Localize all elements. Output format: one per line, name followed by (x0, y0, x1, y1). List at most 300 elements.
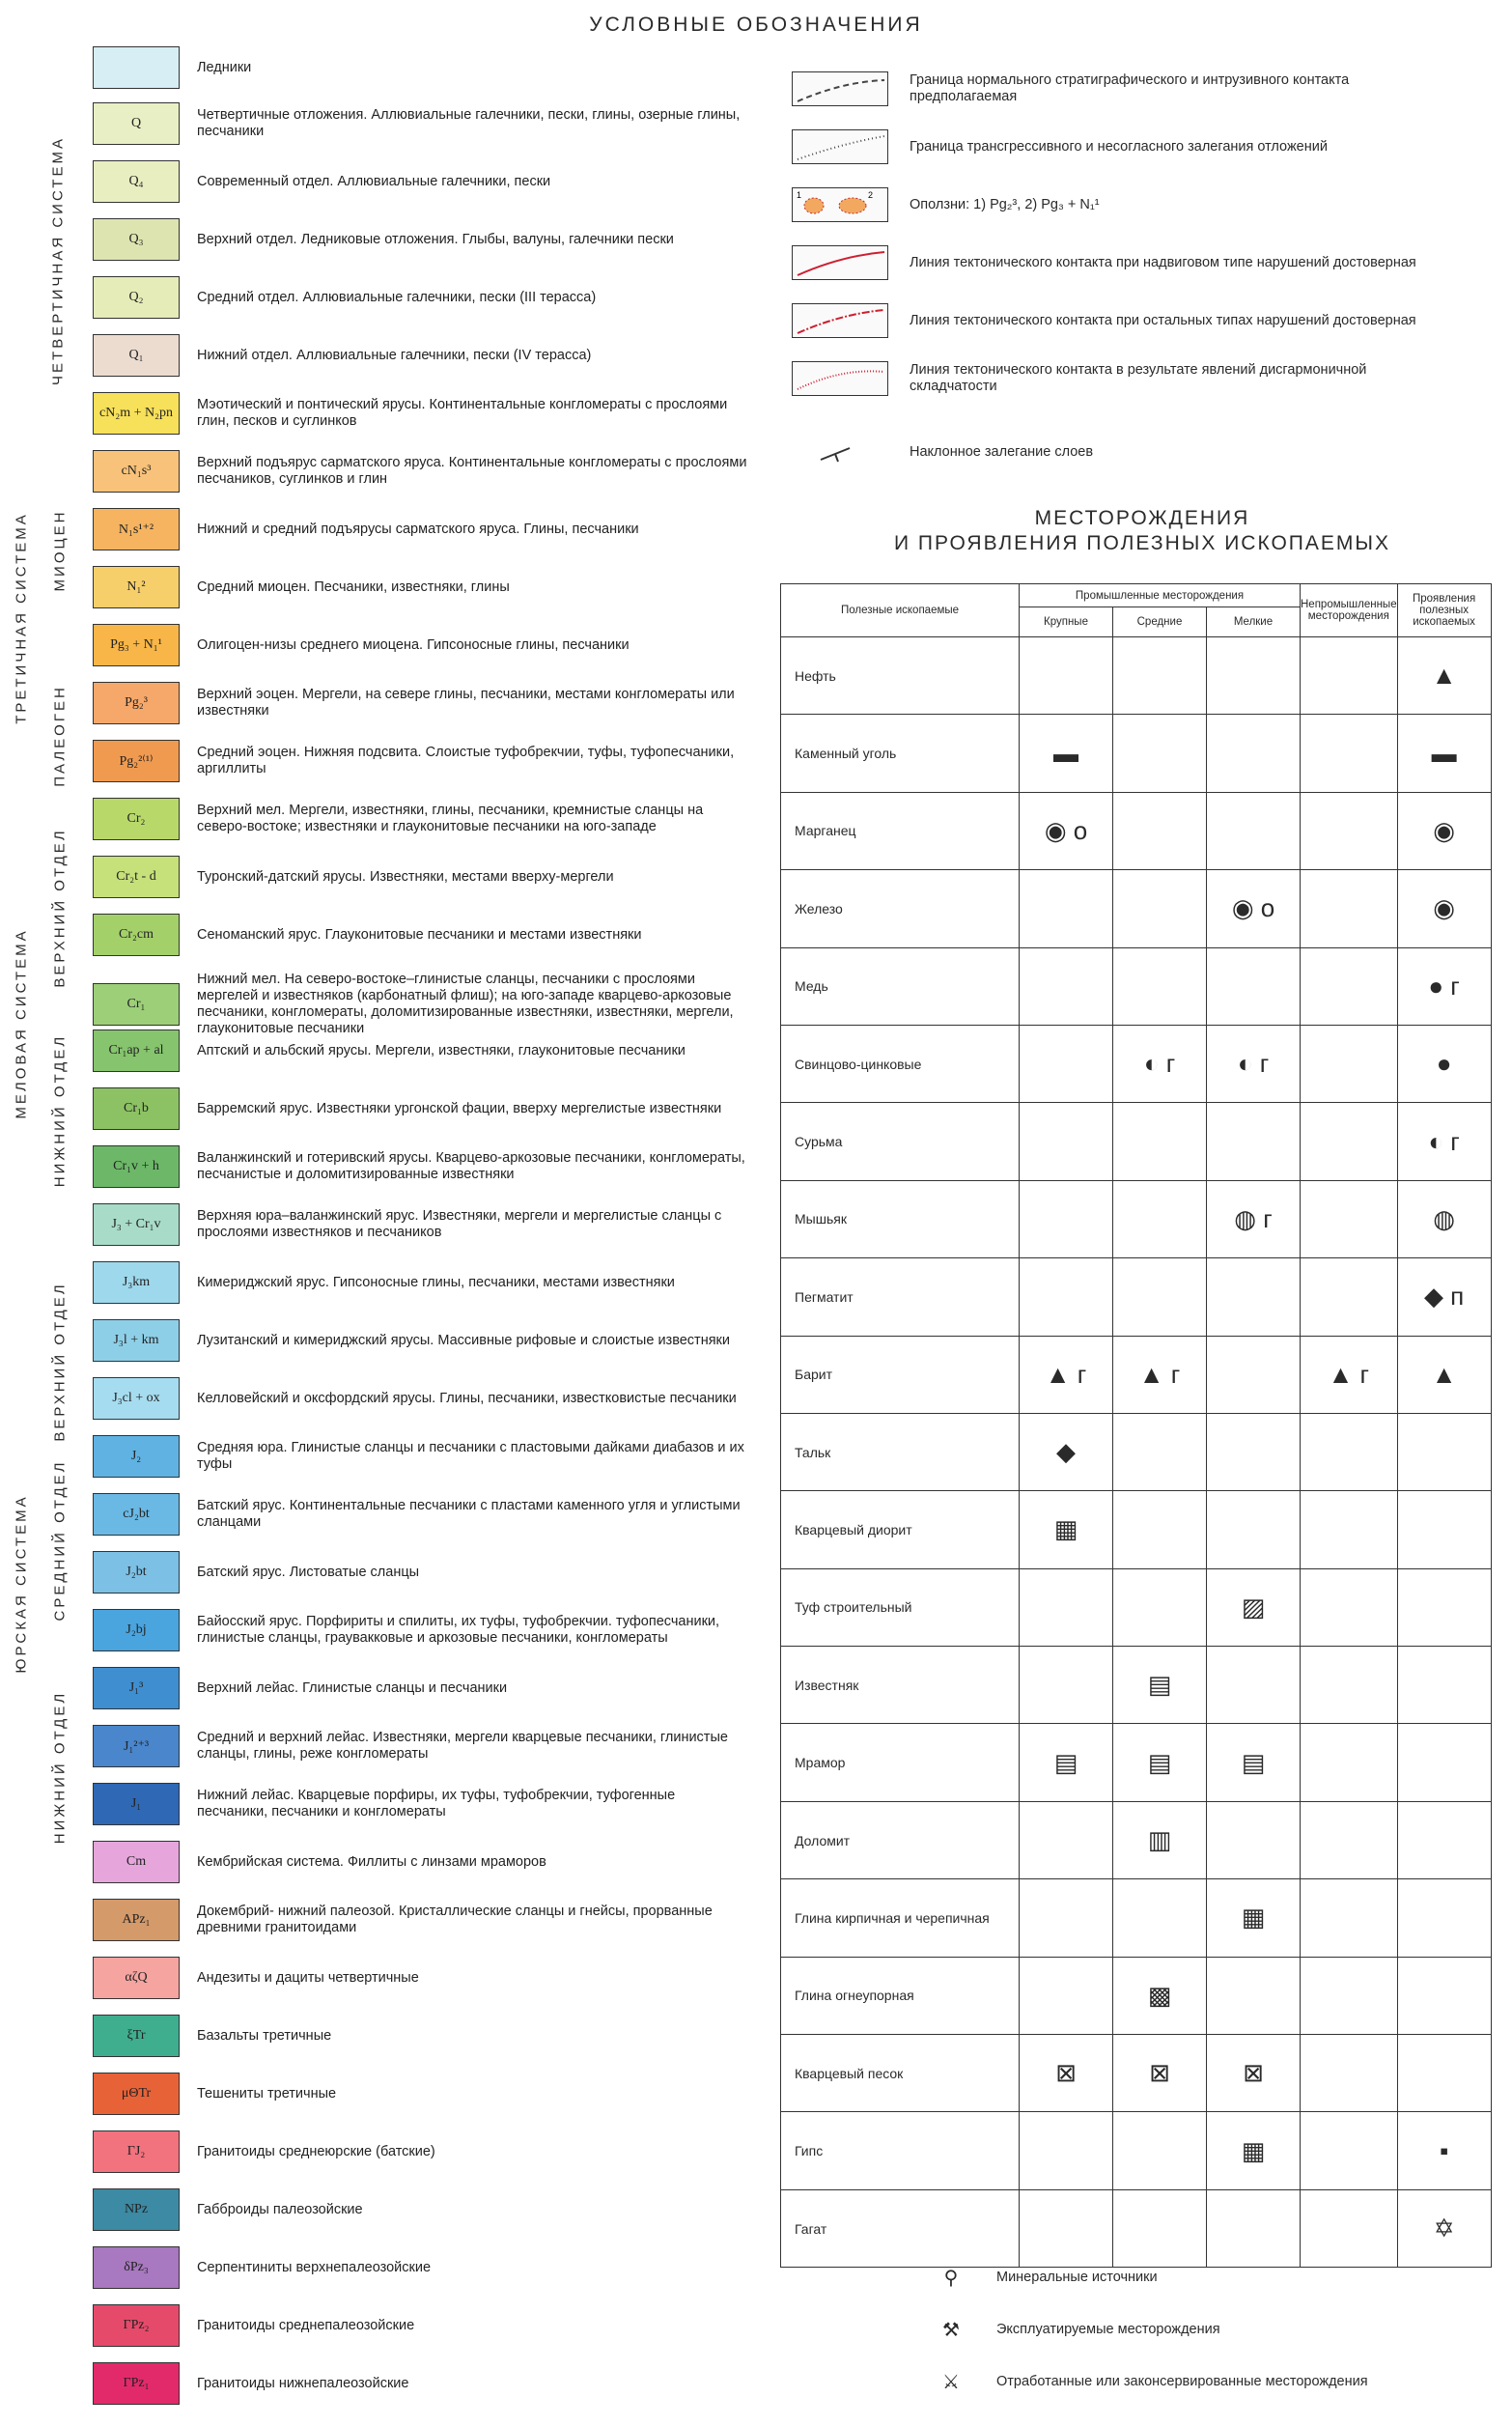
legend-description: Гранитоиды среднеюрские (батские) (197, 2143, 435, 2159)
legend-swatch: Q₃ (93, 218, 180, 261)
table-row (781, 1568, 1492, 1646)
group-label: НИЖНИЙ ОТДЕЛ (51, 1690, 69, 1845)
legend-swatch: ΓPz₁ (93, 2362, 180, 2405)
deposit-symbol: ✡ (1397, 2189, 1491, 2267)
deposit-symbol (1020, 1103, 1113, 1180)
legend-swatch: ΓPz₂ (93, 2304, 180, 2347)
legend-row (93, 682, 749, 724)
deposit-symbol: ◐ г (1113, 1025, 1207, 1102)
deposit-symbol (1020, 637, 1113, 715)
legend-description: Верхний лейас. Глинистые сланцы и песчаники (197, 1679, 508, 1696)
table-row (781, 2035, 1492, 2112)
legend-title: УСЛОВНЫЕ ОБОЗНАЧЕНИЯ (589, 14, 923, 36)
deposit-symbol (1020, 947, 1113, 1025)
header-large: Крупные (1020, 607, 1113, 637)
svg-text:1: 1 (797, 190, 802, 200)
legend-swatch: J₂bt (93, 1551, 180, 1594)
legend-row (93, 2188, 749, 2231)
mineral-name: Мрамор (781, 1724, 1020, 1801)
legend-swatch: ΓJ₂ (93, 2130, 180, 2173)
legend-description: Средний миоцен. Песчаники, известняки, глины (197, 578, 510, 595)
legend-swatch: J₁²⁺³ (93, 1725, 180, 1767)
deposit-symbol: ▩ (1113, 1957, 1207, 2034)
deposit-symbol: ▬ (1020, 715, 1113, 792)
mineral-name: Медь (781, 947, 1020, 1025)
bottom-legend-icon: ⚲ (943, 2268, 959, 2289)
bottom-legend-row (927, 2318, 1220, 2342)
legend-swatch: Cr₂t - d (93, 856, 180, 898)
legend-swatch: APz₁ (93, 1899, 180, 1941)
mineral-name: Свинцово-цинковые (781, 1025, 1020, 1102)
legend-row (93, 914, 749, 956)
legend-swatch: Cr₁ (93, 983, 180, 1026)
deposit-symbol: ▲ г (1020, 1336, 1113, 1413)
deposit-symbol (1113, 1180, 1207, 1257)
deposit-symbol (1020, 870, 1113, 947)
legend-row (93, 1261, 749, 1304)
group-label: ВЕРХНИЙ ОТДЕЛ (51, 828, 69, 988)
deposit-symbol (1301, 1568, 1398, 1646)
group-label: ТРЕТИЧНАЯ СИСТЕМА (13, 512, 30, 724)
legend-description: Тешениты третичные (197, 2085, 337, 2102)
legend-row (93, 798, 749, 840)
legend-description: Средняя юра. Глинистые сланцы и песчаники с пластовыми дайками диабазов и их туфы (197, 1440, 744, 1472)
legend-row (93, 160, 749, 203)
legend-row (93, 1435, 749, 1478)
deposit-symbol (1113, 1879, 1207, 1957)
legend-row (93, 1841, 749, 1883)
deposit-symbol (1397, 1724, 1491, 1801)
legend-swatch: Q₂ (93, 276, 180, 319)
legend-swatch: Q (93, 102, 180, 145)
legend-description: Ледники (197, 59, 252, 75)
line-legend-row (792, 361, 1431, 396)
deposit-symbol (1113, 1103, 1207, 1180)
deposit-symbol: ▦ (1207, 2112, 1301, 2189)
bottom-legend-icon: ⚒ (942, 2320, 960, 2341)
mineral-name: Кварцевый песок (781, 2035, 1020, 2112)
legend-description: Лузитанский и кимериджский ярусы. Массивные рифовые и слоистые известняки (197, 1332, 730, 1348)
legend-description: Верхний мел. Мергели, известняки, глины, песчаники, кремнистые сланцы на северо-востоке; известняки и глауконитовые песчаники на юго-западе (197, 803, 704, 834)
legend-swatch: N₁² (93, 566, 180, 608)
deposit-symbol (1207, 1491, 1301, 1568)
deposit-symbol (1301, 715, 1398, 792)
legend-description: Барремский ярус. Известняки ургонской фации, вверху мергелистые известняки (197, 1100, 722, 1116)
legend-row (93, 508, 749, 550)
deposit-symbol (1113, 792, 1207, 869)
deposit-symbol (1207, 1801, 1301, 1878)
table-row (781, 947, 1492, 1025)
deposit-symbol (1207, 792, 1301, 869)
deposit-symbol: ▪ (1397, 2112, 1491, 2189)
dip-symbol (792, 440, 888, 464)
deposits-title-line-1: МЕСТОРОЖДЕНИЯ (1034, 507, 1250, 529)
deposit-symbol (1301, 1258, 1398, 1336)
legend-swatch: J₃km (93, 1261, 180, 1304)
table-row (781, 1025, 1492, 1102)
deposit-symbol: ◍ (1397, 1180, 1491, 1257)
deposit-symbol (1301, 2035, 1398, 2112)
legend-row (93, 2304, 749, 2347)
deposit-symbol (1113, 637, 1207, 715)
deposit-symbol: ▲ г (1301, 1336, 1398, 1413)
deposit-symbol (1301, 1957, 1398, 2034)
line-description: Линия тектонического контакта при надвиговом типе нарушений достоверная (910, 254, 1416, 270)
legend-description: Нижний отдел. Аллювиальные галечники, пески (IV терасса) (197, 347, 592, 363)
legend-description: Кимериджский ярус. Гипсоносные глины, песчаники, местами известняки (197, 1274, 675, 1290)
deposit-symbol (1301, 1879, 1398, 1957)
bottom-legend-label: Минеральные источники (996, 2270, 1158, 2285)
bottom-legend-row (927, 2266, 1158, 2290)
deposit-symbol (1113, 1568, 1207, 1646)
deposit-symbol (1207, 947, 1301, 1025)
legend-description: Олигоцен-низы среднего миоцена. Гипсоносные глины, песчаники (197, 636, 630, 653)
line-legend-row (792, 303, 1431, 338)
deposit-symbol: ● г (1397, 947, 1491, 1025)
deposit-symbol (1207, 1103, 1301, 1180)
bottom-legend-row (927, 2370, 1368, 2394)
deposit-symbol (1301, 2112, 1398, 2189)
legend-description: Туронский-датский ярусы. Известняки, местами вверху-мергели (197, 868, 614, 885)
legend-description: Мэотический и понтический ярусы. Континентальные конгломераты с прослоями глин, песков и суглинков (197, 397, 728, 429)
legend-swatch: Cm (93, 1841, 180, 1883)
deposit-symbol: ▤ (1113, 1724, 1207, 1801)
legend-swatch: J₂ (93, 1435, 180, 1478)
deposits-title (772, 506, 1512, 556)
deposit-symbol (1301, 1724, 1398, 1801)
table-row (781, 1647, 1492, 1724)
deposit-symbol (1301, 2189, 1398, 2267)
legend-swatch: J₃cl + ox (93, 1377, 180, 1420)
group-label: МИОЦЕН (51, 509, 69, 592)
deposit-symbol: ▤ (1020, 1724, 1113, 1801)
mineral-name: Глина кирпичная и черепичная (781, 1879, 1020, 1957)
header-shows: Проявления полезных ископаемых (1397, 584, 1491, 637)
group-label: ВЕРХНИЙ ОТДЕЛ (51, 1282, 69, 1442)
legend-row (93, 1899, 749, 1941)
table-row (781, 1103, 1492, 1180)
table-row (781, 2112, 1492, 2189)
legend-swatch: Q₁ (93, 334, 180, 377)
group-label: ПАЛЕОГЕН (51, 685, 69, 787)
mineral-name: Нефть (781, 637, 1020, 715)
deposit-symbol (1301, 1413, 1398, 1490)
deposit-symbol: ◐ г (1207, 1025, 1301, 1102)
deposit-symbol (1020, 2112, 1113, 2189)
legend-description: Современный отдел. Аллювиальные галечники, пески (197, 173, 551, 189)
mineral-name: Гипс (781, 2112, 1020, 2189)
legend-row (93, 1725, 749, 1767)
legend-row (93, 972, 749, 1037)
mineral-name: Доломит (781, 1801, 1020, 1878)
legend-row (93, 392, 749, 435)
deposit-symbol (1207, 1413, 1301, 1490)
legend-description: Батский ярус. Листоватые сланцы (197, 1564, 420, 1580)
dip-description: Наклонное залегание слоев (910, 443, 1094, 460)
bottom-legend-icon: ⚔ (942, 2372, 960, 2393)
line-legend-row (792, 245, 1431, 280)
legend-swatch: cJ₂bt (93, 1493, 180, 1536)
group-label: МЕЛОВАЯ СИСТЕМА (13, 928, 30, 1119)
deposit-symbol (1207, 715, 1301, 792)
mineral-name: Кварцевый диорит (781, 1491, 1020, 1568)
deposit-symbol: ▲ (1397, 1336, 1491, 1413)
legend-description: Нижний мел. На северо-востоке–глинистые сланцы, песчаники с прослоями мергелей и известняков (карбонатный флиш); на юго-западе кварцево-аркозовые песчаники, конгломераты, доломитизированные известняки, известняки, мергели, глауконитовые песчаники (197, 972, 734, 1036)
deposit-symbol (1301, 1180, 1398, 1257)
legend-description: Четвертичные отложения. Аллювиальные галечники, пески, глины, озерные глины, песчаники (197, 107, 741, 139)
deposits-table (780, 583, 1492, 2268)
legend-row (93, 1957, 749, 1999)
deposit-symbol (1301, 1491, 1398, 1568)
deposit-symbol (1301, 1025, 1398, 1102)
legend-swatch: Q₄ (93, 160, 180, 203)
deposit-symbol: ◉ о (1020, 792, 1113, 869)
legend-row (93, 1667, 749, 1709)
table-row (781, 715, 1492, 792)
deposit-symbol (1113, 715, 1207, 792)
legend-description: Габброиды палеозойские (197, 2201, 363, 2217)
legend-row (93, 1493, 749, 1536)
legend-row (93, 856, 749, 898)
legend-swatch: Cr₂cm (93, 914, 180, 956)
line-symbol (792, 245, 888, 280)
header-medium: Средние (1113, 607, 1207, 637)
mineral-name: Пегматит (781, 1258, 1020, 1336)
deposit-symbol (1113, 2189, 1207, 2267)
deposit-symbol: ◆ п (1397, 1258, 1491, 1336)
legend-swatch: δPz₃ (93, 2246, 180, 2289)
legend-description: Базальты третичные (197, 2027, 332, 2044)
deposit-symbol (1020, 1879, 1113, 1957)
legend-swatch: Cr₁ap + al (93, 1030, 180, 1072)
legend-row (93, 1087, 749, 1130)
line-legend-row (792, 187, 1431, 222)
deposit-symbol: ◍ г (1207, 1180, 1301, 1257)
table-row (781, 1336, 1492, 1413)
legend-row (93, 1319, 749, 1362)
deposit-symbol (1020, 2189, 1113, 2267)
deposit-symbol: ● (1397, 1025, 1491, 1102)
legend-description: Серпентиниты верхнепалеозойские (197, 2259, 432, 2275)
table-row (781, 1180, 1492, 1257)
deposit-symbol (1113, 947, 1207, 1025)
table-row (781, 637, 1492, 715)
legend-swatch: Pg₂³ (93, 682, 180, 724)
legend-row (93, 1551, 749, 1594)
svg-text:2: 2 (868, 190, 874, 200)
legend-swatch: Cr₂ (93, 798, 180, 840)
header-nonindustrial: Непромышленные месторождения (1301, 584, 1398, 637)
table-row (781, 1879, 1492, 1957)
legend-description: Байосский ярус. Порфириты и спилиты, их туфы, туфобрекчии. туфопесчаники, глинистые сланцы, граувакковые и аркозовые песчаники, конгломераты (197, 1614, 720, 1646)
legend-swatch: αζQ (93, 1957, 180, 1999)
deposit-symbol (1301, 1647, 1398, 1724)
legend-swatch: Pg₂²⁽¹⁾ (93, 740, 180, 782)
legend-row (93, 450, 749, 493)
legend-row (93, 1609, 749, 1651)
legend-description: Средний и верхний лейас. Известняки, мергели кварцевые песчаники, глинистые сланцы, глины, реже конгломераты (197, 1730, 728, 1762)
legend-description: Верхний подъярус сарматского яруса. Континентальные конгломераты с прослоями песчаников, суглинков и глин (197, 455, 747, 487)
line-description: Граница трансгрессивного и несогласного залегания отложений (910, 138, 1328, 155)
legend-row (93, 1203, 749, 1246)
deposit-symbol (1397, 1491, 1491, 1568)
header-industrial: Промышленные месторождения (1020, 584, 1301, 607)
deposit-symbol (1207, 1957, 1301, 2034)
group-label: ЧЕТВЕРТИЧНАЯ СИСТЕМА (49, 136, 67, 385)
legend-swatch: J₁³ (93, 1667, 180, 1709)
line-legend-row (792, 71, 1431, 106)
legend-description: Андезиты и дациты четвертичные (197, 1969, 419, 1986)
deposit-symbol (1113, 870, 1207, 947)
legend-description: Келловейский и оксфордский ярусы. Глины, песчаники, известковистые песчаники (197, 1390, 737, 1406)
deposit-symbol (1207, 1647, 1301, 1724)
legend-row (93, 1030, 749, 1072)
deposit-symbol (1113, 2112, 1207, 2189)
deposit-symbol: ▦ (1020, 1491, 1113, 1568)
deposit-symbol: ◆ (1020, 1413, 1113, 1490)
deposit-symbol: ▦ (1207, 1879, 1301, 1957)
legend-row (93, 334, 749, 377)
legend-description: Валанжинский и готеривский ярусы. Кварцево-аркозовые песчаники, конгломераты, песчанистые и доломитизированные известняки (197, 1150, 745, 1182)
line-symbol (792, 129, 888, 164)
legend-row (93, 276, 749, 319)
table-row (781, 792, 1492, 869)
legend-description: Нижний лейас. Кварцевые порфиры, их туфы, туфобрекчии, туфогенные песчаники, песчаники и конгломераты (197, 1788, 676, 1820)
deposit-symbol: ▲ (1397, 637, 1491, 715)
deposit-symbol: ▤ (1207, 1724, 1301, 1801)
legend-swatch: Cr₁v + h (93, 1145, 180, 1188)
deposit-symbol: ▤ (1113, 1647, 1207, 1724)
table-row (781, 870, 1492, 947)
deposit-symbol (1020, 1180, 1113, 1257)
deposit-symbol: ▲ г (1113, 1336, 1207, 1413)
legend-swatch: cN₁s³ (93, 450, 180, 493)
group-label: НИЖНИЙ ОТДЕЛ (51, 1033, 69, 1188)
legend-swatch: cN₂m + N₂pn (93, 392, 180, 435)
mineral-name: Каменный уголь (781, 715, 1020, 792)
deposit-symbol (1020, 1647, 1113, 1724)
line-symbol (792, 187, 888, 222)
legend-row (93, 2362, 749, 2405)
legend-description: Батский ярус. Континентальные песчаники с пластами каменного угля и углистыми сланцами (197, 1498, 741, 1530)
line-symbol (792, 361, 888, 396)
mineral-name: Барит (781, 1336, 1020, 1413)
legend-row (93, 1145, 749, 1188)
header-small: Мелкие (1207, 607, 1301, 637)
deposit-symbol (1301, 947, 1398, 1025)
legend-row (93, 2015, 749, 2057)
line-description: Линия тектонического контакта при остальных типах нарушений достоверная (910, 312, 1416, 328)
line-legend-row (792, 129, 1431, 164)
legend-description: Аптский и альбский ярусы. Мергели, известняки, глауконитовые песчаники (197, 1042, 686, 1058)
legend-swatch (93, 46, 180, 89)
deposit-symbol (1113, 1413, 1207, 1490)
deposit-symbol: ⊠ (1207, 2035, 1301, 2112)
line-description: Граница нормального стратиграфического и интрузивного контакта предполагаемая (910, 72, 1350, 104)
legend-row (93, 1377, 749, 1420)
deposit-symbol (1397, 1879, 1491, 1957)
legend-row (93, 1783, 749, 1825)
legend-swatch: J₂bj (93, 1609, 180, 1651)
deposit-symbol (1113, 1258, 1207, 1336)
legend-row (93, 46, 749, 89)
header-minerals: Полезные ископаемые (781, 584, 1020, 637)
mineral-name: Сурьма (781, 1103, 1020, 1180)
deposit-symbol: ◉ (1397, 792, 1491, 869)
legend-swatch: μΘTr (93, 2073, 180, 2115)
table-row (781, 1258, 1492, 1336)
legend-swatch: J₃l + km (93, 1319, 180, 1362)
legend-row (93, 218, 749, 261)
deposit-symbol: ▨ (1207, 1568, 1301, 1646)
mineral-name: Марганец (781, 792, 1020, 869)
deposit-symbol (1113, 1491, 1207, 1568)
legend-row (93, 102, 749, 145)
legend-swatch: N₁s¹⁺² (93, 508, 180, 550)
bottom-legend-label: Отработанные или законсервированные месторождения (996, 2374, 1368, 2389)
deposit-symbol (1301, 1103, 1398, 1180)
legend-description: Гранитоиды нижнепалеозойские (197, 2375, 409, 2391)
legend-swatch: NPz (93, 2188, 180, 2231)
deposit-symbol: ⊠ (1020, 2035, 1113, 2112)
deposit-symbol (1020, 1957, 1113, 2034)
deposit-symbol: ▬ (1397, 715, 1491, 792)
deposit-symbol (1301, 1801, 1398, 1878)
mineral-name: Железо (781, 870, 1020, 947)
deposits-title-line-2: И ПРОЯВЛЕНИЯ ПОЛЕЗНЫХ ИСКОПАЕМЫХ (893, 532, 1390, 554)
deposit-symbol: ◉ о (1207, 870, 1301, 947)
legend-description: Верхний отдел. Ледниковые отложения. Глыбы, валуны, галечники пески (197, 231, 674, 247)
dip-legend-row (792, 440, 1431, 464)
deposit-symbol (1397, 2035, 1491, 2112)
deposit-symbol (1020, 1801, 1113, 1878)
deposit-symbol (1301, 792, 1398, 869)
deposit-symbol (1207, 2189, 1301, 2267)
deposit-symbol (1397, 1957, 1491, 2034)
deposit-symbol (1207, 637, 1301, 715)
legend-row (93, 2130, 749, 2173)
legend-description: Верхний эоцен. Мергели, на севере глины, песчаники, местами конгломераты или известняки (197, 687, 735, 719)
legend-swatch: ξTr (93, 2015, 180, 2057)
mineral-name: Мышьяк (781, 1180, 1020, 1257)
legend-row (93, 2246, 749, 2289)
table-row (781, 1491, 1492, 1568)
deposit-symbol: ▥ (1113, 1801, 1207, 1878)
legend-description: Средний эоцен. Нижняя подсвита. Слоистые туфобрекчии, туфы, туфопесчаники, аргиллиты (197, 745, 735, 776)
stratigraphy-legend (0, 0, 753, 2426)
legend-row (93, 566, 749, 608)
legend-description: Сеноманский ярус. Глауконитовые песчаники и местами известняки (197, 926, 642, 943)
deposit-symbol (1020, 1025, 1113, 1102)
bottom-legend-label: Эксплуатируемые месторождения (996, 2322, 1220, 2337)
mineral-name: Тальк (781, 1413, 1020, 1490)
deposit-symbol (1301, 870, 1398, 947)
table-row (781, 1801, 1492, 1878)
deposit-symbol (1020, 1258, 1113, 1336)
group-label: СРЕДНИЙ ОТДЕЛ (51, 1459, 69, 1622)
deposit-symbol (1397, 1568, 1491, 1646)
table-row (781, 1413, 1492, 1490)
line-description: Оползни: 1) Pg₂³, 2) Pg₃ + N₁¹ (910, 196, 1100, 212)
deposit-symbol (1397, 1647, 1491, 1724)
table-row (781, 1724, 1492, 1801)
deposit-symbol: ◐ г (1397, 1103, 1491, 1180)
deposit-symbol (1207, 1258, 1301, 1336)
legend-description: Средний отдел. Аллювиальные галечники, пески (III терасса) (197, 289, 597, 305)
table-row (781, 2189, 1492, 2267)
legend-swatch: J₁ (93, 1783, 180, 1825)
legend-description: Нижний и средний подъярусы сарматского яруса. Глины, песчаники (197, 521, 639, 537)
